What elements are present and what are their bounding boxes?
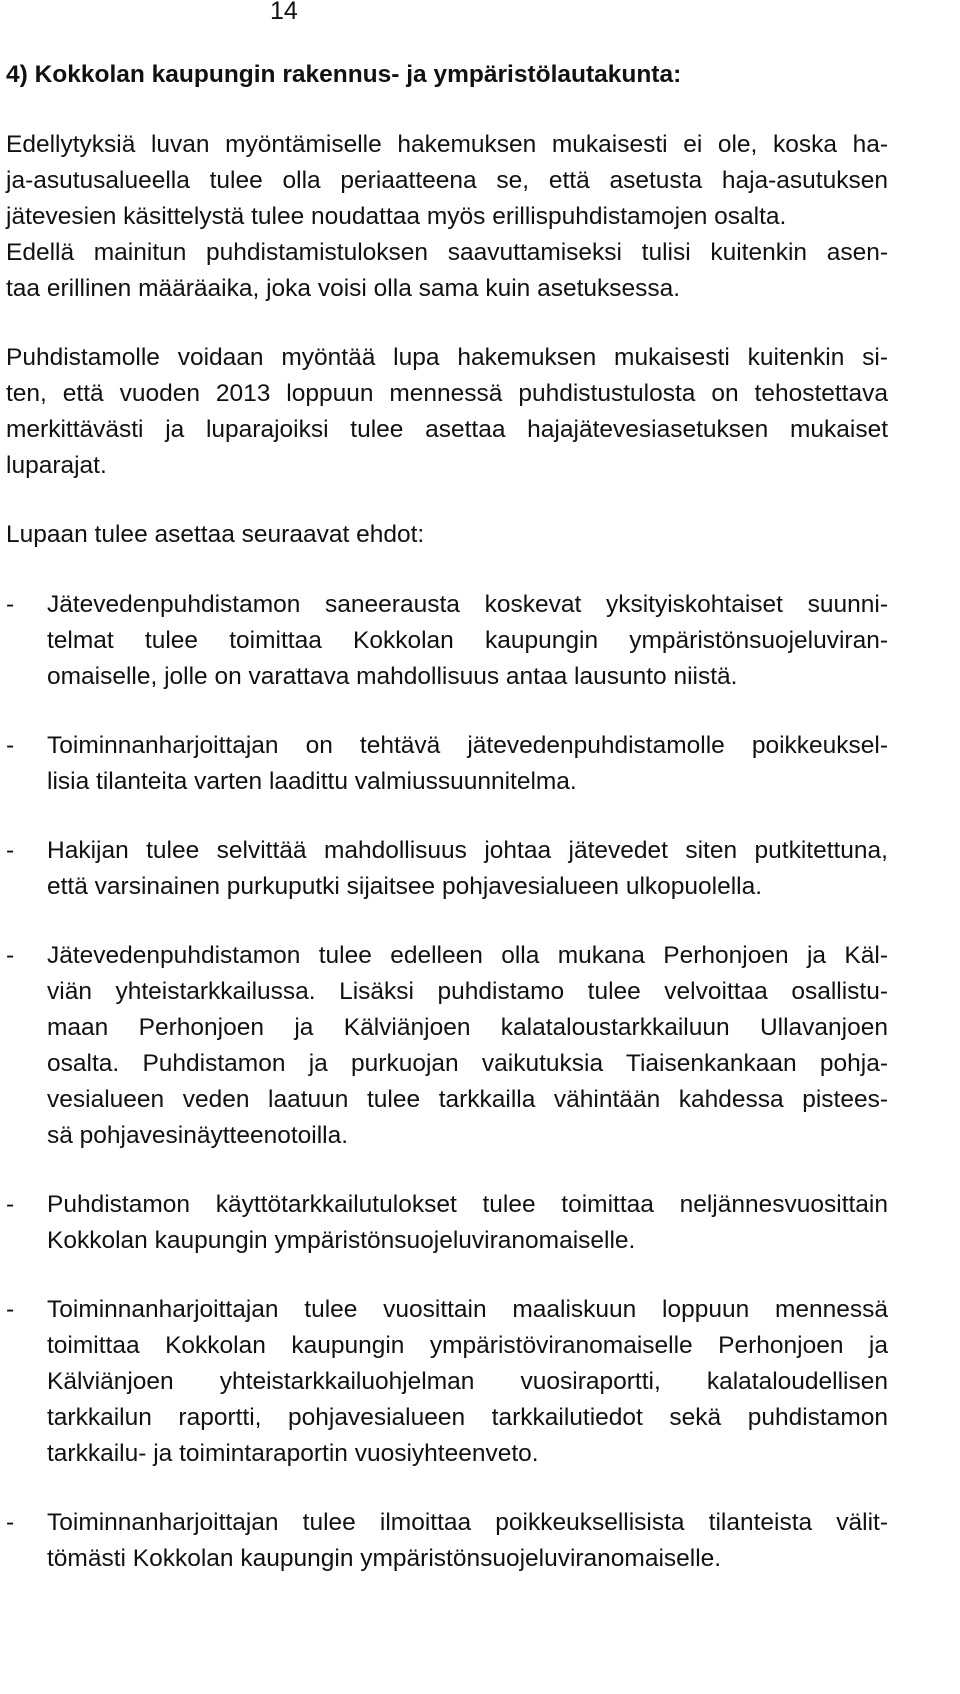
bullet-line: Toiminnanharjoittajan tulee ilmoittaa poikkeuksellisista tilanteista välit-: [47, 1509, 888, 1536]
paragraph-line: taa erillinen määräaika, joka voisi olla sama kuin asetuksessa.: [6, 275, 681, 302]
bullet-line: Hakijan tulee selvittää mahdollisuus johtaa jätevedet siten putkitettuna,: [47, 837, 888, 864]
paragraph-line: Puhdistamolle voidaan myöntää lupa hakemuksen mukaisesti kuitenkin si-: [6, 344, 888, 371]
bullet-line: Kokkolan kaupungin ympäristönsuojeluviranomaiselle.: [47, 1227, 636, 1254]
bullet-marker: -: [6, 732, 15, 759]
bullet-line: tömästi Kokkolan kaupungin ympäristönsuojeluviranomaiselle.: [47, 1545, 722, 1572]
paragraph-line: merkittävästi ja luparajoiksi tulee asettaa hajajätevesiasetuksen mukaiset: [6, 416, 888, 443]
section-heading: 4) Kokkolan kaupungin rakennus- ja ympäristölautakunta:: [6, 61, 682, 88]
bullet-line: telmat tulee toimittaa Kokkolan kaupungin ympäristönsuojeluviran-: [47, 627, 888, 654]
bullet-marker: -: [6, 942, 15, 969]
paragraph-line: ten, että vuoden 2013 loppuun mennessä puhdistustulosta on tehostettava: [6, 380, 888, 407]
bullet-marker: -: [6, 1509, 15, 1536]
bullet-marker: -: [6, 591, 15, 618]
paragraph-line: Edellä mainitun puhdistamistuloksen saavuttamiseksi tulisi kuitenkin asen-: [6, 239, 888, 266]
bullet-line: tarkkailu- ja toimintaraportin vuosiyhteenveto.: [47, 1440, 539, 1467]
bullet-line: Toiminnanharjoittajan tulee vuosittain maaliskuun loppuun mennessä: [47, 1296, 888, 1323]
bullet-line: Toiminnanharjoittajan on tehtävä jätevedenpuhdistamolle poikkeuksel-: [47, 732, 888, 759]
bullet-line: omaiselle, jolle on varattava mahdollisuus antaa lausunto niistä.: [47, 663, 738, 690]
bullet-marker: -: [6, 1296, 15, 1323]
bullet-line: tarkkailun raportti, pohjavesialueen tarkkailutiedot sekä puhdistamon: [47, 1404, 888, 1431]
bullet-line: osalta. Puhdistamon ja purkuojan vaikutuksia Tiaisenkankaan pohja-: [47, 1050, 888, 1077]
bullet-line: Jätevedenpuhdistamon tulee edelleen olla mukana Perhonjoen ja Käl-: [47, 942, 888, 969]
page-number: 14: [270, 0, 298, 25]
bullet-line: Jätevedenpuhdistamon saneerausta koskevat yksityiskohtaiset suunni-: [47, 591, 888, 618]
bullet-line: vesialueen veden laatuun tulee tarkkailla vähintään kahdessa pistees-: [47, 1086, 888, 1113]
paragraph-line: jätevesien käsittelystä tulee noudattaa myös erillispuhdistamojen osalta.: [6, 203, 787, 230]
bullet-line: toimittaa Kokkolan kaupungin ympäristöviranomaiselle Perhonjoen ja: [47, 1332, 888, 1359]
bullet-line: että varsinainen purkuputki sijaitsee pohjavesialueen ulkopuolella.: [47, 873, 763, 900]
bullet-line: Kälviänjoen yhteistarkkailuohjelman vuosiraportti, kalataloudellisen: [47, 1368, 888, 1395]
paragraph-line: luparajat.: [6, 452, 107, 479]
bullet-marker: -: [6, 1191, 15, 1218]
bullet-line: viän yhteistarkkailussa. Lisäksi puhdistamo tulee velvoittaa osallistu-: [47, 978, 888, 1005]
bullet-line: maan Perhonjoen ja Kälviänjoen kalataloustarkkailuun Ullavanjoen: [47, 1014, 888, 1041]
paragraph-line: Edellytyksiä luvan myöntämiselle hakemuksen mukaisesti ei ole, koska ha-: [6, 131, 888, 158]
bullet-line: lisia tilanteita varten laadittu valmiussuunnitelma.: [47, 768, 577, 795]
bullet-marker: -: [6, 837, 15, 864]
conditions-intro: Lupaan tulee asettaa seuraavat ehdot:: [6, 521, 425, 548]
paragraph-line: ja-asutusalueella tulee olla periaatteena se, että asetusta haja-asutuksen: [6, 167, 888, 194]
bullet-line: Puhdistamon käyttötarkkailutulokset tulee toimittaa neljännesvuosittain: [47, 1191, 888, 1218]
bullet-line: sä pohjavesinäytteenotoilla.: [47, 1122, 349, 1149]
